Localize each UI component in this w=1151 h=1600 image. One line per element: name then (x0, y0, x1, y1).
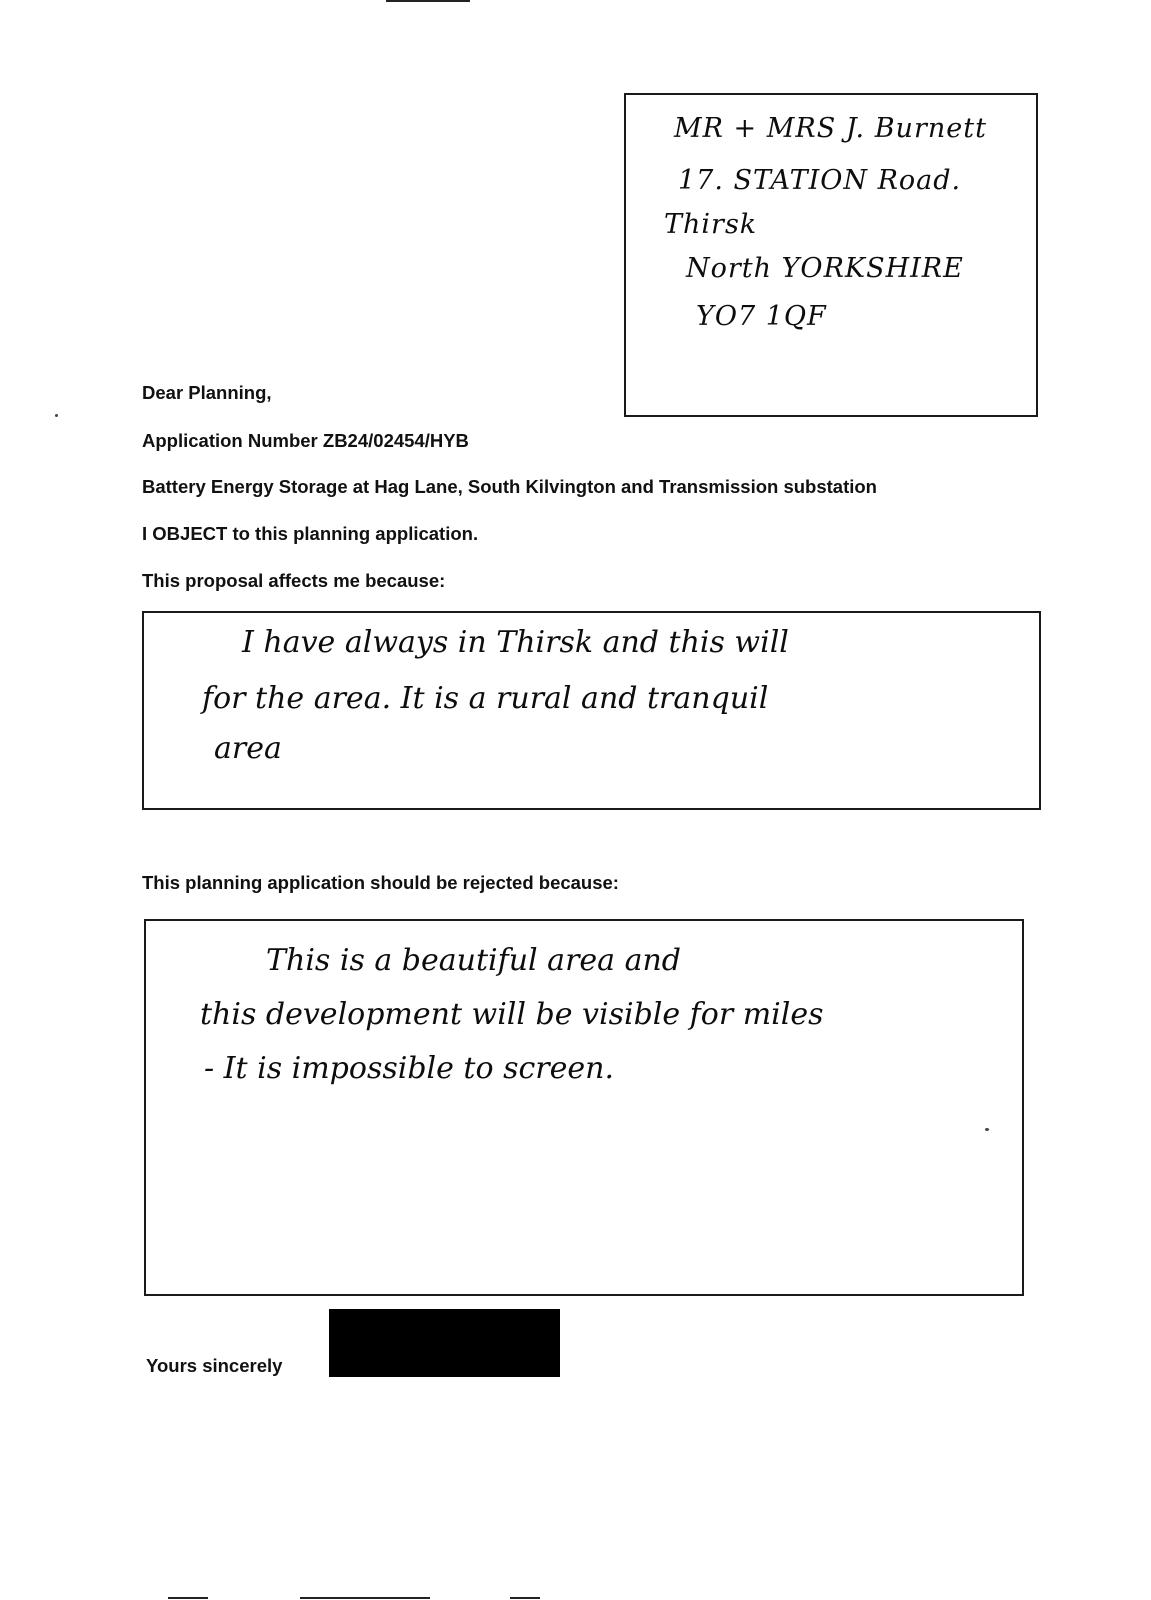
scan-speck (55, 414, 58, 417)
objection-statement: I OBJECT to this planning application. (142, 523, 479, 544)
address-box (624, 93, 1038, 417)
affects-answer-line: area (214, 731, 282, 766)
reject-answer-line: This is a beautiful area and (266, 943, 681, 978)
address-line-postcode: YO7 1QF (696, 301, 827, 332)
affects-answer-line: for the area. It is a rural and tranquil (202, 681, 769, 716)
salutation: Dear Planning, (142, 382, 272, 403)
scan-artifact (300, 1597, 430, 1599)
scan-artifact (386, 0, 470, 2)
affects-prompt: This proposal affects me because: (142, 570, 446, 591)
scan-artifact (168, 1597, 208, 1599)
address-line-street: 17. STATION Road. (678, 165, 962, 196)
affects-answer-line: I have always in Thirsk and this will (242, 625, 789, 660)
subject-line: Battery Energy Storage at Hag Lane, South Kilvington and Transmission substation (142, 476, 877, 497)
application-number: Application Number ZB24/02454/HYB (142, 430, 469, 451)
address-line-county: North YORKSHIRE (686, 253, 964, 284)
reject-answer-box (144, 919, 1024, 1296)
closing: Yours sincerely (146, 1355, 283, 1376)
address-line-town: Thirsk (664, 209, 758, 240)
address-line-name: MR + MRS J. Burnett (674, 113, 987, 144)
reject-prompt: This planning application should be rejected because: (142, 872, 619, 893)
scan-artifact (510, 1597, 540, 1599)
redacted-signature (329, 1309, 560, 1377)
affects-answer-box (142, 611, 1041, 810)
reject-answer-line: this development will be visible for miles (200, 997, 824, 1032)
reject-answer-line: - It is impossible to screen. (204, 1051, 614, 1086)
